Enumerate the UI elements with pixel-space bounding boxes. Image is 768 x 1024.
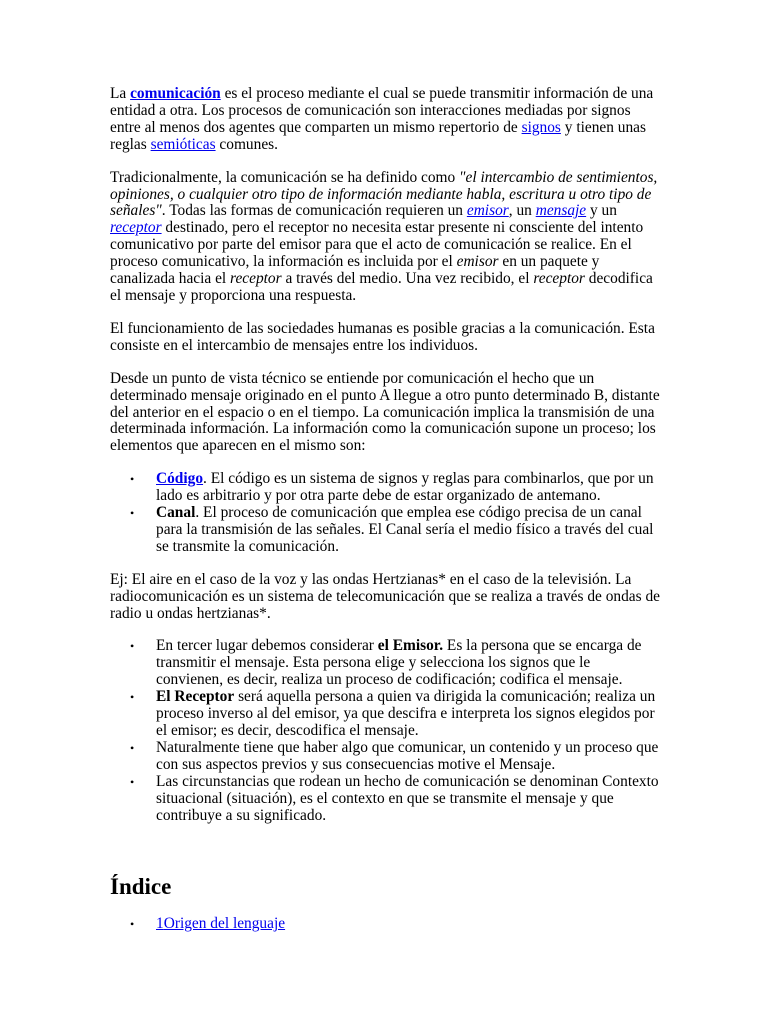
link-label: comunicación <box>130 85 221 102</box>
quote-text: "el intercambio de sentimientos, opiniones, o cualquier otro tipo de información mediante habla, escritura u otro tipo de señales" <box>110 168 658 220</box>
index-list <box>110 916 660 933</box>
bullet-icon: • <box>130 740 135 755</box>
link-semioticas[interactable]: semióticas <box>150 135 216 153</box>
text-span: es el proceso mediante el cual se puede transmitir información de una entidad a otra. Los procesos de comunicación son interacciones mediadas por signos entre al menos dos agentes que comparten un mismo repertorio de <box>110 85 654 136</box>
text-span: y tienen unas reglas <box>110 118 646 153</box>
link-label: receptor <box>110 219 162 237</box>
bullet-icon: • <box>130 639 135 654</box>
link-label: emisor <box>466 202 509 220</box>
link-label: Código <box>156 470 204 488</box>
list-item-canal <box>110 505 660 556</box>
bold-term: el Emisor. <box>377 637 444 655</box>
italic-term: receptor <box>230 270 282 288</box>
list-item-emisor <box>110 638 660 689</box>
link-emisor[interactable] <box>467 202 509 219</box>
link-codigo[interactable] <box>156 470 203 487</box>
bullet-icon: • <box>130 472 135 487</box>
bullet-icon: • <box>130 917 135 932</box>
index-item <box>110 916 660 933</box>
link-label: mensaje <box>535 202 587 220</box>
article-body <box>110 86 660 949</box>
text-span: será aquella persona a quien va dirigida la comunicación; realiza un proceso inverso al del emisor, ya que descifra e interpreta los signos elegidos por el emisor; es decir, descodifica el mensaje. <box>156 688 656 739</box>
bullet-icon: • <box>130 506 135 521</box>
bold-term: El Receptor <box>156 688 235 706</box>
text-span: en un paquete y canalizada hacia el <box>110 253 600 288</box>
text-span: a través del medio. Una vez recibido, el <box>281 270 534 288</box>
text-span: Tradicionalmente, la comunicación se ha definido como <box>110 168 460 186</box>
index-heading: Índice <box>110 874 172 900</box>
text-span: comunes. <box>215 135 278 153</box>
link-mensaje[interactable] <box>536 202 586 219</box>
index-number: 1 <box>156 915 164 933</box>
participants-list <box>110 638 660 824</box>
list-item-contexto <box>110 774 660 825</box>
text-span: . Todas las formas de comunicación requieren un <box>161 202 467 220</box>
text-span: y un <box>586 202 617 220</box>
bullet-icon: • <box>130 774 135 789</box>
link-receptor[interactable] <box>110 219 162 236</box>
list-item-mensaje <box>110 740 660 774</box>
bullet-icon: • <box>130 690 135 705</box>
index-link-origen-del-lenguaje[interactable] <box>156 915 285 932</box>
paragraph-tradicional <box>110 170 660 305</box>
text-span: Es la persona que se encarga de transmitir el mensaje. Esta persona elige y selecciona los signos que le convienen, es decir, realiza un proceso de codificación; codifica el mensaje. <box>156 637 642 689</box>
bold-term: Canal <box>156 504 196 522</box>
text-span: , un <box>508 202 536 220</box>
paragraph-definicion <box>110 86 660 154</box>
italic-term: emisor <box>456 253 499 271</box>
text-span: La <box>110 85 131 102</box>
list-item-receptor <box>110 689 660 740</box>
link-comunicacion[interactable] <box>130 85 221 102</box>
list-item-codigo <box>110 471 660 505</box>
paragraph-punto-de-vista: Desde un punto de vista técnico se entiende por comunicación el hecho que un determinado mensaje originado en el punto A llegue a otro punto determinado B, distante del anterior en el espacio o en el tiempo. La comunicación implica la transmisión de una determinada información. La información como la comunicación supone un proceso; los elementos que aparecen en el mismo son: <box>110 369 660 455</box>
text-span: . El código es un sistema de signos y reglas para combinarlos, que por un lado es arbitrario y por otra parte debe de estar organizado de antemano. <box>156 470 654 505</box>
index-label: Origen del lenguaje <box>163 915 286 933</box>
text-span: decodifica el mensaje y proporciona una respuesta. <box>110 270 653 304</box>
paragraph-funcionamiento: El funcionamiento de las sociedades humanas es posible gracias a la comunicación. Esta consiste en el intercambio de mensajes entre los individuos. <box>110 319 655 354</box>
text-span: Naturalmente tiene que haber algo que comunicar, un contenido y un proceso que con sus aspectos previos y sus consecuencias motive el Mensaje. <box>156 738 659 773</box>
elements-list <box>110 471 660 556</box>
paragraph-ejemplo: Ej: El aire en el caso de la voz y las ondas Hertzianas* en el caso de la televisión. La radiocomunicación es un sistema de telecomunicación que se realiza a través de ondas de radio u ondas hertzianas*. <box>110 570 660 622</box>
link-signos[interactable]: signos <box>521 118 561 136</box>
italic-term: receptor <box>533 270 585 288</box>
text-span: Las circunstancias que rodean un hecho de comunicación se denominan Contexto situacional (situación), es el contexto en que se transmite el mensaje y que contribuye a su significado. <box>156 772 659 824</box>
text-span: destinado, pero el receptor no necesita estar presente ni consciente del intento comunicativo por parte del emisor para que el acto de comunicación se realice. En el proceso comunicativo, la información es incluida por el <box>110 219 644 271</box>
text-span: En tercer lugar debemos considerar <box>156 637 378 655</box>
text-span: . El proceso de comunicación que emplea ese código precisa de un canal para la transmisión de las señales. El Canal sería el medio físico a través del cual se transmite la comunicación. <box>156 504 654 555</box>
